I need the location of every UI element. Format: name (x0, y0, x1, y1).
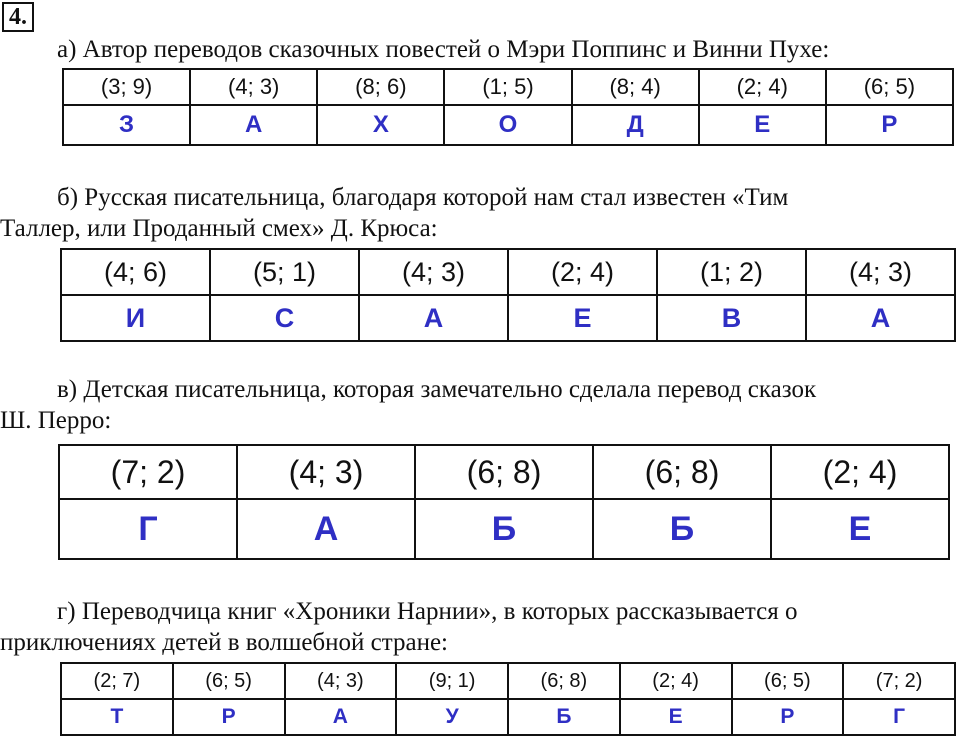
coord-cell: (6; 5) (173, 663, 285, 699)
letter-cell: Б (508, 699, 620, 735)
letter-cell: А (806, 295, 955, 341)
letter-cell: З (63, 105, 190, 145)
question-a (0, 34, 829, 65)
letter-cell: С (210, 295, 359, 341)
letter-cell: Х (317, 105, 444, 145)
letter-cell: Р (826, 105, 953, 145)
question-g (0, 596, 797, 658)
coord-row (61, 249, 955, 295)
letter-cell: Е (620, 699, 732, 735)
coord-cell: (2; 4) (771, 445, 949, 499)
coord-cell: (1; 5) (444, 69, 571, 105)
coord-cell: (8; 6) (317, 69, 444, 105)
letter-cell: Б (593, 499, 771, 559)
question-b (0, 182, 788, 244)
coord-cell: (4; 3) (359, 249, 508, 295)
coord-cell: (9; 1) (396, 663, 508, 699)
answer-table-v (58, 444, 950, 560)
coord-cell: (4; 3) (190, 69, 317, 105)
coord-cell: (5; 1) (210, 249, 359, 295)
letter-cell: А (190, 105, 317, 145)
question-v-line-2: Ш. Перро: (0, 407, 112, 434)
coord-cell: (4; 6) (61, 249, 210, 295)
coord-cell: (2; 4) (620, 663, 732, 699)
letter-cell: А (359, 295, 508, 341)
coord-row (61, 663, 955, 699)
letter-cell: Д (572, 105, 699, 145)
question-g-line-1: г) Переводчица книг «Хроники Нарнии», в которых рассказывается о (57, 598, 798, 625)
letter-cell: Р (732, 699, 844, 735)
coord-cell: (2; 7) (61, 663, 173, 699)
letter-cell: Е (699, 105, 826, 145)
coord-cell: (7; 2) (59, 445, 237, 499)
letter-cell: О (444, 105, 571, 145)
letter-cell: А (237, 499, 415, 559)
letter-row (59, 499, 949, 559)
letter-cell: Г (843, 699, 955, 735)
letter-row (61, 699, 955, 735)
coord-cell: (6; 8) (508, 663, 620, 699)
task-number: 4. (2, 2, 34, 32)
coord-cell: (6; 8) (593, 445, 771, 499)
coord-cell: (2; 4) (699, 69, 826, 105)
coord-cell: (4; 3) (237, 445, 415, 499)
letter-cell: У (396, 699, 508, 735)
letter-cell: Р (173, 699, 285, 735)
coord-cell: (8; 4) (572, 69, 699, 105)
letter-cell: В (657, 295, 806, 341)
coord-cell: (7; 2) (843, 663, 955, 699)
coord-row (59, 445, 949, 499)
question-b-line-1: б) Русская писательница, благодаря которой нам стал известен «Тим (57, 184, 789, 211)
coord-row (63, 69, 953, 105)
coord-cell: (6; 5) (732, 663, 844, 699)
answer-table-a (62, 68, 954, 146)
question-b-line-2: Таллер, или Проданный смех» Д. Крюса: (0, 215, 438, 242)
coord-cell: (3; 9) (63, 69, 190, 105)
question-v (0, 374, 816, 436)
letter-cell: А (285, 699, 397, 735)
answer-table-b (60, 248, 956, 342)
letter-cell: И (61, 295, 210, 341)
coord-cell: (1; 2) (657, 249, 806, 295)
question-v-line-1: в) Детская писательница, которая замечательно сделала перевод сказок (57, 376, 817, 403)
coord-cell: (6; 5) (826, 69, 953, 105)
answer-table-g (60, 662, 956, 736)
question-a-line-1: а) Автор переводов сказочных повестей о Мэри Поппинс и Винни Пухе: (57, 36, 830, 63)
coord-cell: (2; 4) (508, 249, 657, 295)
coord-cell: (6; 8) (415, 445, 593, 499)
letter-row (61, 295, 955, 341)
coord-cell: (4; 3) (285, 663, 397, 699)
letter-cell: Г (59, 499, 237, 559)
letter-cell: Е (771, 499, 949, 559)
question-g-line-2: приключениях детей в волшебной стране: (0, 629, 448, 656)
letter-cell: Е (508, 295, 657, 341)
letter-row (63, 105, 953, 145)
coord-cell: (4; 3) (806, 249, 955, 295)
letter-cell: Б (415, 499, 593, 559)
letter-cell: Т (61, 699, 173, 735)
